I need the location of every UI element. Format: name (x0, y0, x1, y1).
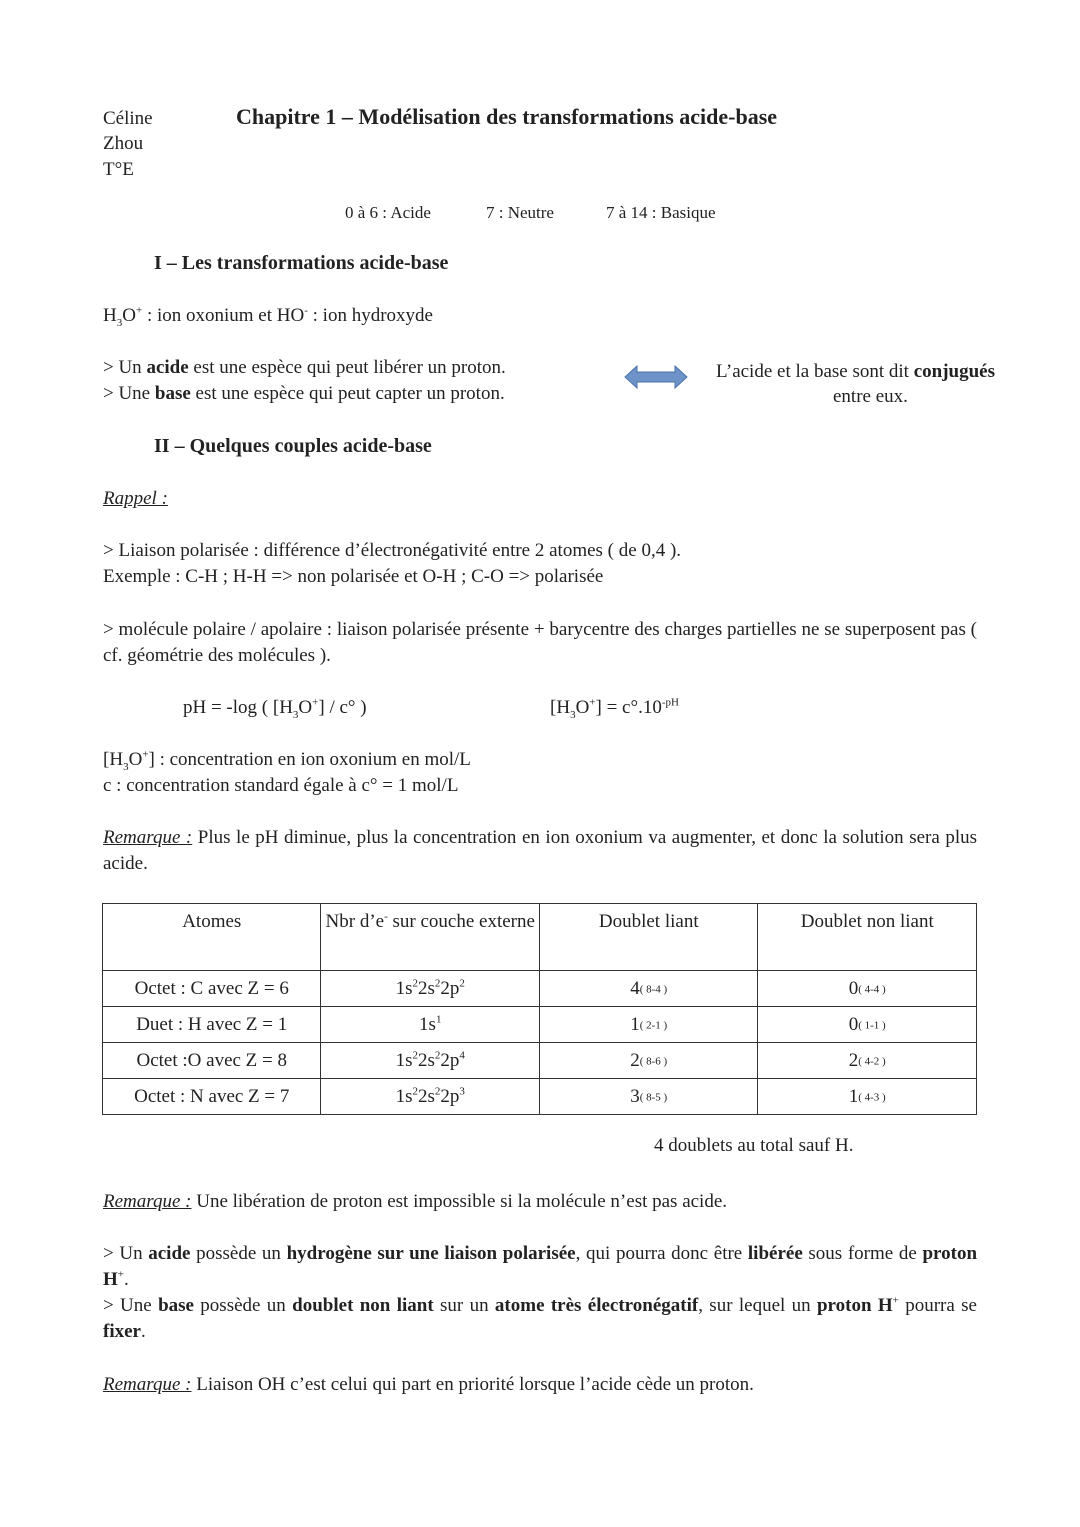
acid-definition: > Un acide est une espèce qui peut libérer un proton. (103, 357, 506, 378)
atom-cell: Octet : N avec Z = 7 (103, 1079, 321, 1115)
conjugate-note-line1: L’acide et la base sont dit conjugués (716, 361, 995, 382)
author-firstname: Céline (103, 108, 153, 129)
header-electrons: Nbr d’e- sur couche externe (321, 904, 540, 971)
section-heading-1: I – Les transformations acide-base (154, 252, 449, 274)
table-row (103, 1079, 977, 1115)
liaison-line2: Exemple : C-H ; H-H => non polarisée et O-H ; C-O => polarisée (103, 566, 604, 587)
table-note: 4 doublets au total sauf H. (654, 1135, 854, 1156)
table-row (103, 1043, 977, 1079)
definition-c: c : concentration standard égale à c° = 1 mol/L (103, 775, 459, 796)
lone-cell: 0( 4-4 ) (758, 971, 977, 1007)
acid-paragraph: > Un acide possède un hydrogène sur une liaison polarisée, qui pourra donc être libérée sous forme de proton H+. (103, 1243, 978, 1290)
section-heading-2: II – Quelques couples acide-base (154, 435, 432, 457)
class-label: T°E (103, 159, 134, 180)
header-bonding-pairs: Doublet liant (540, 904, 758, 971)
header-atoms: Atomes (103, 904, 321, 971)
ph-neutral: 7 : Neutre (486, 203, 554, 222)
author-lastname: Zhou (103, 133, 144, 154)
page-title: Chapitre 1 – Modélisation des transformations acide-base (236, 104, 778, 129)
conjugate-note-line2: entre eux. (833, 386, 908, 407)
atoms-table (102, 903, 977, 1115)
rappel-label: Rappel : (103, 488, 168, 509)
lone-cell: 1( 4-3 ) (758, 1079, 977, 1115)
liaison-line1: > Liaison polarisée : différence d’électronégativité entre 2 atomes ( de 0,4 ). (103, 540, 682, 561)
ph-acid: 0 à 6 : Acide (345, 203, 431, 222)
table-row (103, 971, 977, 1007)
concentration-formula: $[H_3O^+] = c^\circ.10^{-pH}$ (550, 696, 679, 721)
lone-cell: 0( 1-1 ) (758, 1007, 977, 1043)
bonding-cell: 4( 8-4 ) (540, 971, 758, 1007)
remark-2: Remarque : Une libération de proton est impossible si la molécule n’est pas acide. (103, 1191, 728, 1212)
header-lone-pairs: Doublet non liant (758, 904, 977, 971)
remark-1: Remarque : Plus le pH diminue, plus la concentration en ion oxonium va augmenter, et donc la solution sera plus acide. (103, 827, 977, 874)
config-cell: $1s^1$ (321, 1007, 540, 1043)
ph-basic: 7 à 14 : Basique (606, 203, 716, 222)
table-row (103, 1007, 977, 1043)
bonding-cell: 2( 8-6 ) (540, 1043, 758, 1079)
double-arrow-icon (624, 364, 688, 390)
ions-definition: $H_3O^+$ : ion oxonium et HO- : ion hydroxyde (103, 304, 433, 329)
atom-cell: Octet : C avec Z = 6 (103, 971, 321, 1007)
bonding-cell: 3( 8-5 ) (540, 1079, 758, 1115)
lone-cell: 2( 4-2 ) (758, 1043, 977, 1079)
atom-cell: Duet : H avec Z = 1 (103, 1007, 321, 1043)
table-header-row (103, 904, 977, 971)
definition-h3o: $[H_3O^+]$ : concentration en ion oxonium en mol/L (103, 748, 471, 773)
bonding-cell: 1( 2-1 ) (540, 1007, 758, 1043)
ph-formula: pH = -log ( $[H_3O^+] / c^\circ$ ) (183, 696, 367, 721)
config-cell: $1s^22s^22p^4$ (321, 1043, 540, 1079)
config-cell: $1s^22s^22p^3$ (321, 1079, 540, 1115)
base-definition: > Une base est une espèce qui peut capter un proton. (103, 383, 505, 404)
base-paragraph: > Une base possède un doublet non liant sur un atome très électronégatif, sur lequel un proton H+ pourra se fixer. (103, 1294, 977, 1342)
remark-3: Remarque : Liaison OH c’est celui qui part en priorité lorsque l’acide cède un proton. (103, 1374, 754, 1395)
molecule-paragraph: > molécule polaire / apolaire : liaison polarisée présente + barycentre des charges partielles ne se superposent pas ( cf. géométrie des molécules ). (103, 619, 977, 666)
atom-cell: Octet :O avec Z = 8 (103, 1043, 321, 1079)
config-cell: $1s^22s^22p^2$ (321, 971, 540, 1007)
